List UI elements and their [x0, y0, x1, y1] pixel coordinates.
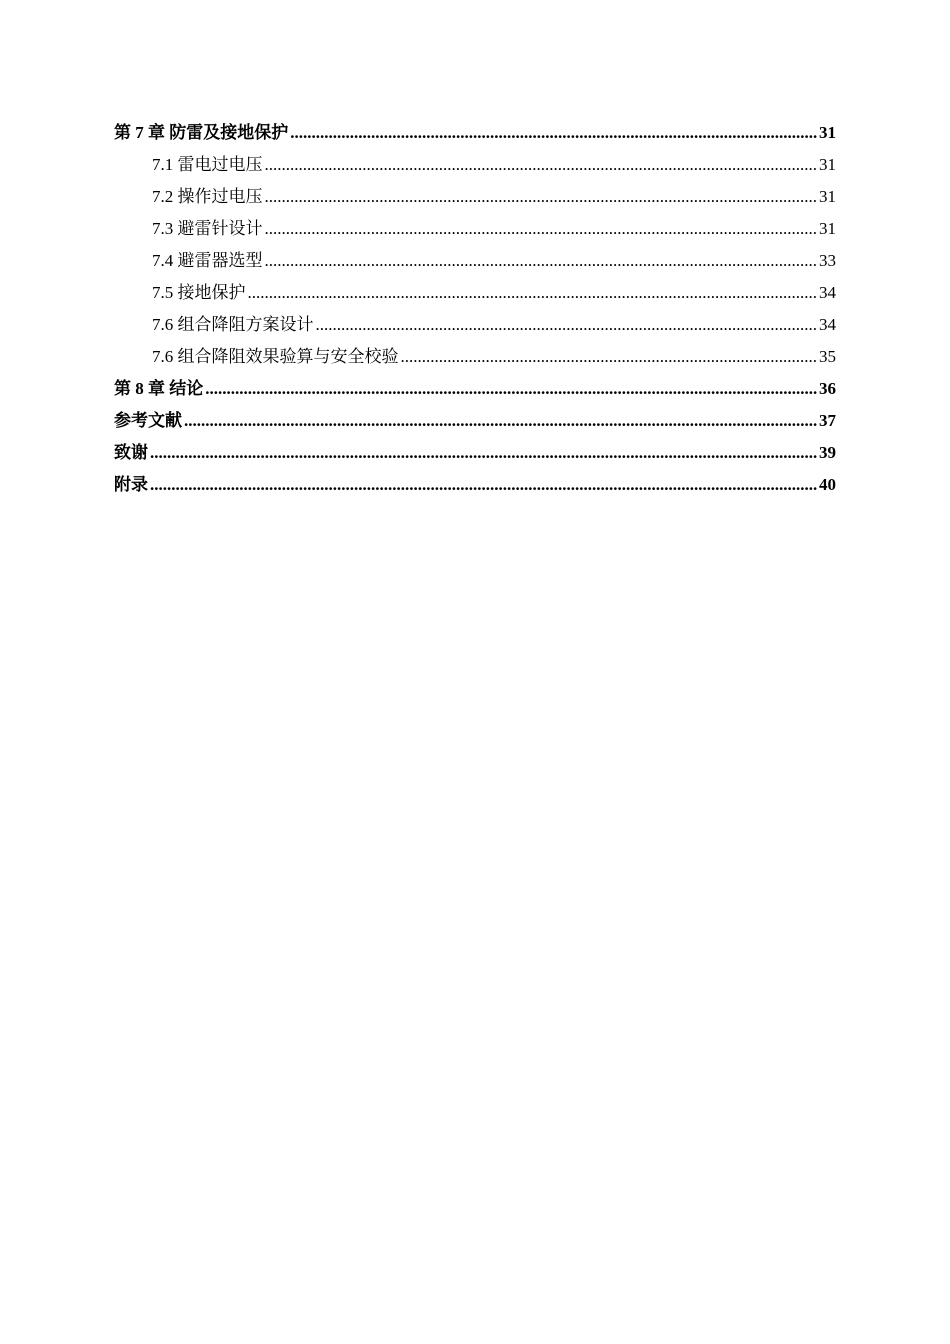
toc-entry-7-3[interactable] — [114, 213, 836, 245]
toc-leader-dots — [265, 245, 818, 277]
toc-entry-title: 第 8 章 结论 — [114, 379, 204, 398]
toc-entry-title: 7.4 避雷器选型 — [152, 251, 263, 270]
table-of-contents — [114, 117, 836, 501]
toc-entry-appendix[interactable] — [114, 469, 836, 501]
toc-entry-chapter-8[interactable] — [114, 373, 836, 405]
toc-entry-7-6-design[interactable] — [114, 309, 836, 341]
toc-entry-title: 7.5 接地保护 — [152, 283, 246, 302]
toc-leader-dots — [265, 181, 818, 213]
toc-entry-title: 第 7 章 防雷及接地保护 — [114, 123, 289, 142]
toc-entry-page: 31 — [819, 155, 836, 174]
toc-entry-page: 31 — [819, 219, 836, 238]
toc-entry-page: 40 — [819, 475, 836, 494]
toc-entry-title: 附录 — [114, 475, 148, 494]
toc-entry-acknowledgements[interactable] — [114, 437, 836, 469]
toc-entry-7-2[interactable] — [114, 181, 836, 213]
toc-entry-references[interactable] — [114, 405, 836, 437]
toc-leader-dots — [265, 213, 818, 245]
toc-leader-dots — [184, 405, 817, 437]
toc-entry-7-1[interactable] — [114, 149, 836, 181]
toc-leader-dots — [205, 373, 817, 405]
toc-entry-title: 参考文献 — [114, 411, 182, 430]
toc-entry-title: 7.6 组合降阻效果验算与安全校验 — [152, 347, 399, 366]
toc-entry-7-5[interactable] — [114, 277, 836, 309]
toc-entry-7-4[interactable] — [114, 245, 836, 277]
toc-leader-dots — [150, 437, 817, 469]
toc-entry-page: 33 — [819, 251, 836, 270]
toc-leader-dots — [290, 117, 817, 149]
toc-entry-page: 35 — [819, 347, 836, 366]
toc-entry-page: 31 — [819, 123, 836, 142]
toc-entry-title: 7.3 避雷针设计 — [152, 219, 263, 238]
toc-entry-7-6-verification[interactable] — [114, 341, 836, 373]
toc-entry-page: 34 — [819, 315, 836, 334]
toc-entry-page: 36 — [819, 379, 836, 398]
toc-leader-dots — [150, 469, 817, 501]
toc-entry-page: 37 — [819, 411, 836, 430]
toc-leader-dots — [401, 341, 818, 373]
toc-leader-dots — [265, 149, 818, 181]
toc-entry-chapter-7[interactable] — [114, 117, 836, 149]
toc-entry-title: 7.1 雷电过电压 — [152, 155, 263, 174]
toc-entry-page: 34 — [819, 283, 836, 302]
toc-entry-page: 31 — [819, 187, 836, 206]
toc-entry-page: 39 — [819, 443, 836, 462]
toc-leader-dots — [316, 309, 818, 341]
toc-entry-title: 致谢 — [114, 443, 148, 462]
toc-entry-title: 7.6 组合降阻方案设计 — [152, 315, 314, 334]
toc-leader-dots — [248, 277, 818, 309]
toc-entry-title: 7.2 操作过电压 — [152, 187, 263, 206]
